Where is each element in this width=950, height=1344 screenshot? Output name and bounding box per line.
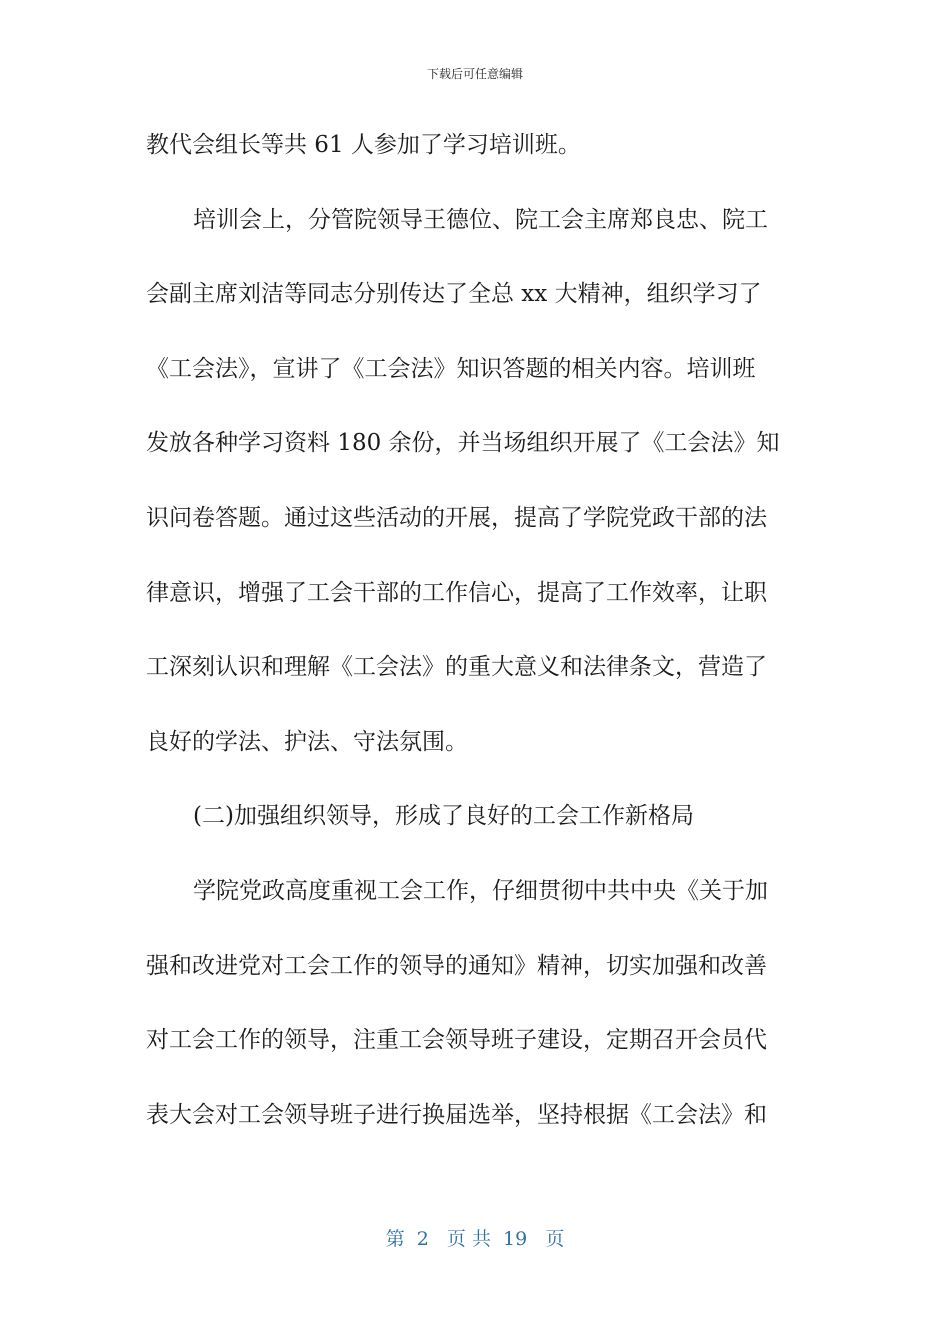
page-number-footer: 第 2 页 共 19 页 [385, 1228, 565, 1250]
text-line: 识问卷答题。通过这些活动的开展，提高了学院党政干部的法 [146, 504, 767, 531]
page-header: 下载后可任意编辑 [426, 67, 523, 81]
text-line: 表大会对工会领导班子进行换届选举，坚持根据《工会法》和 [146, 1101, 767, 1128]
text-line: 《工会法》，宣讲了《工会法》知识答题的相关内容。培训班 [146, 355, 756, 382]
text-line: 对工会工作的领导，注重工会领导班子建设，定期召开会员代 [146, 1027, 767, 1054]
text-line: 发放各种学习资料 180 余份，并当场组织开展了《工会法》知 [146, 430, 780, 457]
text-line: 培训会上，分管院领导王德位、院工会主席郑良忠、院工 [193, 206, 768, 233]
text-line: 律意识，增强了工会干部的工作信心，提高了工作效率，让职 [146, 579, 767, 606]
text-line: 教代会组长等共 61 人参加了学习培训班。 [146, 132, 581, 158]
text-line: 工深刻认识和理解《工会法》的重大意义和法律条文，营造了 [146, 654, 767, 681]
text-line: 强和改进党对工会工作的领导的通知》精神，切实加强和改善 [146, 952, 767, 979]
section-heading: (二)加强组织领导，形成了良好的工会工作新格局 [193, 803, 694, 830]
text-line: 良好的学法、护法、守法氛围。 [146, 728, 468, 755]
document-body [146, 114, 796, 1158]
text-line: 学院党政高度重视工会工作，仔细贯彻中共中央《关于加 [193, 877, 768, 904]
text-line: 会副主席刘洁等同志分别传达了全总 xx 大精神，组织学习了 [146, 281, 762, 308]
